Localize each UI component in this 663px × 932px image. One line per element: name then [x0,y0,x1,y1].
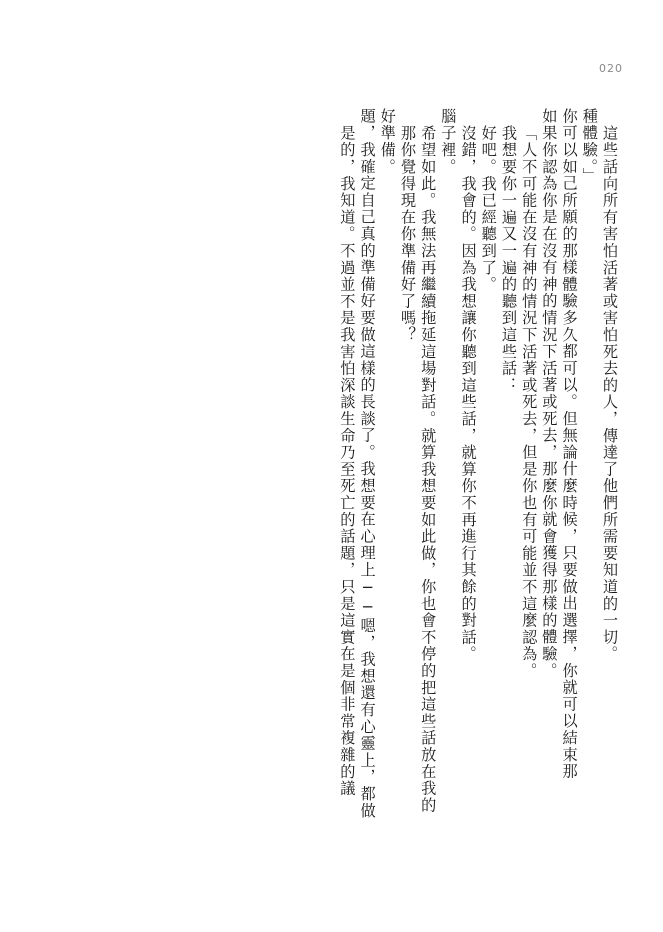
text-column: 好吧。我已經聽到了。 [479,125,498,293]
text-column: 沒錯，我會的。因為我想讓你聽到這些話，就算你不再進行其餘的對話。 [459,125,478,663]
text-column: 我想要你一遍又一遍的聽到這些話： [499,125,518,394]
text-column: 題，我確定自己真的準備好要做這樣的長談了。我想要在心理上──嗯，我想還有心靈上，都做 [358,108,377,820]
quote-column: 如果你認為你是在沒有神的情況下活著或死去，那麼你就會獲得那樣的體驗。 [540,108,559,680]
text-column: 這些話向所有害怕活著或害怕死去的人，傳達了他們所需要知道的一切。 [601,125,619,663]
quote-column: 你可以如己所願的那樣體驗多久都可以。但無論什麼時候，只要做出選擇，你就可以結束那 [560,108,579,780]
page-number: 020 [599,62,623,75]
quote-column: 種體驗。」 [580,108,599,185]
text-column: 腦子裡。 [439,108,458,176]
text-column: 好準備。 [378,108,397,176]
text-column: 是的，我知道。不過並不是我害怕深談生命乃至死亡的話題，只是這實在是個非常複雜的議 [338,125,357,797]
quote-column: 「人不可能在沒有神的情況下活著或死去，但是你也有可能並不這麼認為。 [520,125,539,680]
text-column: 希望如此。我無法再繼續拖延這場對話。就算我想要如此做，你也會不停的把這些話放在我的 [419,125,438,814]
text-column: 那你覺得現在你準備好了嗎？ [398,125,417,344]
vertical-text-body [46,108,617,898]
